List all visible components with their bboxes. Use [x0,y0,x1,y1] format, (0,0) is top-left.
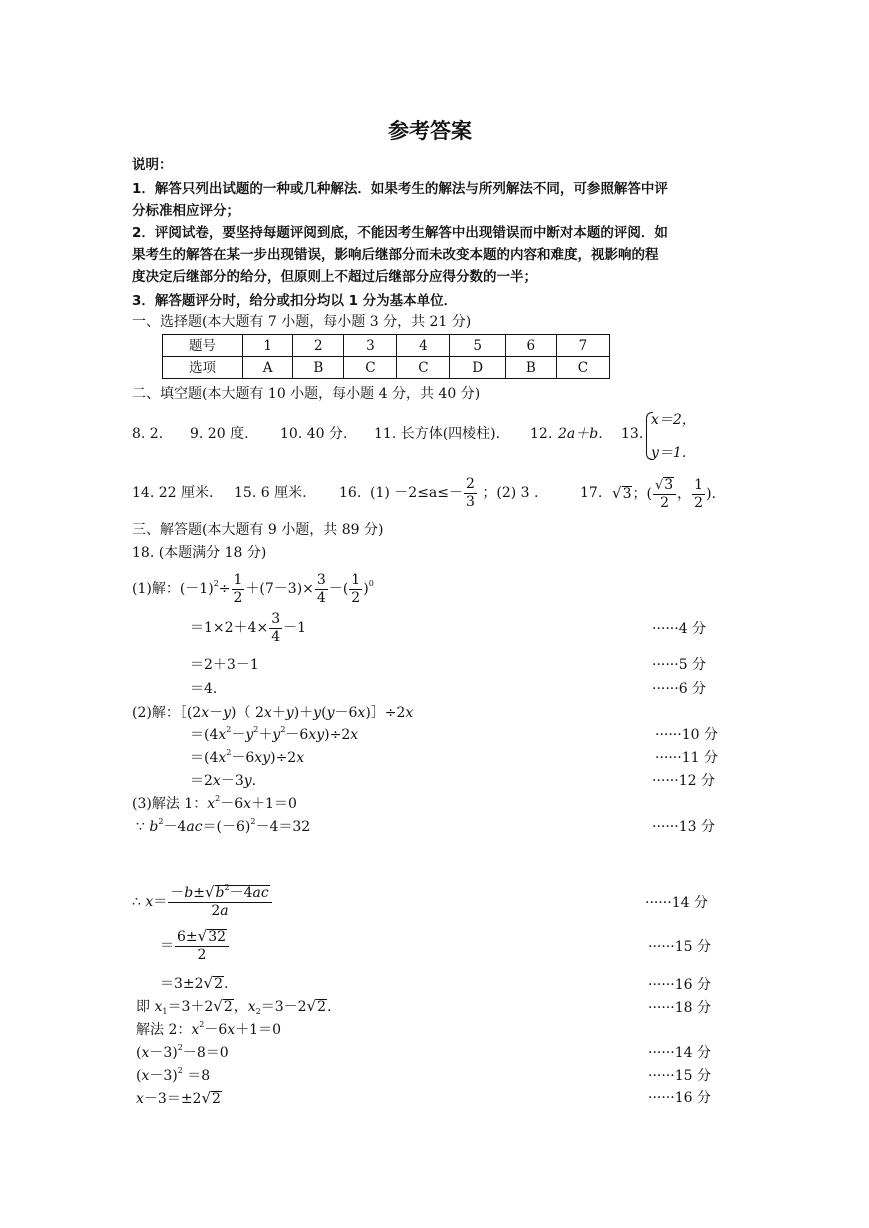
section-2-header: 二、填空题(本大题有 10 小题，每小题 4 分，共 40 分) [132,386,481,402]
answer-8: 8. 2. [132,426,164,442]
answer-cell: C [344,357,397,379]
question-cell: 6 [505,335,556,357]
answer-12-expr: 2a＋b. [558,426,603,442]
step-1-4: ＝4. [190,681,218,697]
answer-13-line-1: x＝2， [651,412,696,428]
question-cell: 7 [556,335,609,357]
fraction: $\frac{1}{2}$ [233,571,243,606]
score-5: ······5 分 [652,657,707,673]
question-cell: 4 [397,335,450,357]
answer-14: 14. 22 厘米. [132,485,214,501]
step-m2-4: x－3＝±2√2 [136,1089,221,1107]
step-3-6: 即 $x_1=3+2√2$，$x_2=3-2√2$. [136,997,332,1016]
step-3-1: (3)解法 1：$x^2-6x+1=0$ [132,794,297,812]
note-3: 3．解答题评分时，给分或扣分均以 1 分为基本单位． [132,293,458,309]
table-row-questions [163,335,610,357]
step-2-4: ＝2x－3y. [190,773,257,789]
fraction: $\frac{3}{4}$ [271,610,281,645]
score-10: ······10 分 [655,727,718,743]
therefore-symbol: ∴ [132,894,141,910]
fraction [653,477,676,512]
notes-label: 说明： [132,157,173,173]
section-1-header: 一、选择题(本大题有 7 小题，每小题 3 分，共 21 分) [132,314,472,330]
radicand: 3 [622,486,632,502]
answer-11: 11. 长方体(四棱柱). [374,426,501,442]
fraction: $\frac{6\pm√32}{2}$ [175,928,229,964]
score-m2-15: ······15 分 [648,1068,711,1084]
row-label-answer: 选项 [163,357,243,379]
sqrt-icon: √ [612,484,622,502]
numerator: 1 [694,476,704,493]
part-label: (2)解： [132,705,180,721]
ji-label: 即 [136,999,150,1015]
method-2-label: 解法 2： [136,1022,192,1038]
step-2-1: (2)解：［(2x－y)（ 2x＋y)＋y(y－6x)］÷2x [132,705,414,721]
answer-10: 10. 40 分. [280,426,348,442]
fraction: $\frac{3}{4}$ [316,571,326,606]
fraction: $\frac{1}{2}$ [351,571,361,606]
answer-cell: C [556,357,609,379]
note-1-line-1: 1．解答只列出试题的一种或几种解法．如果考生的解法与所列解法不同，可参照解答中评 [132,181,668,197]
score-14: ······14 分 [645,895,708,911]
section-3-header: 三、解答题(本大题有 9 小题，共 89 分) [132,522,384,538]
score-13: ······13 分 [652,819,715,835]
answer-12-number: 12. [530,426,553,442]
page-title: 参考答案 [388,119,472,143]
row-label-question: 题号 [163,335,243,357]
score-m2-16: ······16 分 [648,1090,711,1106]
step-2-2: $=(4x^2-y^2+y^2-6xy)\div 2x$ [190,725,359,743]
score-12: ······12 分 [652,773,715,789]
answer-16-number: 16. [339,485,362,501]
answer-cell: C [397,357,450,379]
score-m2-14: ······14 分 [648,1045,711,1061]
question-18-header: 18. (本题满分 18 分) [132,545,267,561]
step-1-1: (1)解：$(-1)^2\div$ $\frac{1}{2}$ ＋(7－3)× $\frac{3}{4}$ －( $\frac{1}{2}$ )$^0$ [132,571,374,606]
answer-16-part-2: ；(2) 3 . [482,485,539,501]
answer-cell: D [450,357,505,379]
question-cell: 5 [450,335,505,357]
question-cell: 1 [243,335,293,357]
denominator: 2 [660,494,670,511]
score-16: ······16 分 [648,977,711,993]
note-2-line-2: 果考生的解答在某一步出现错误，影响后继部分而未改变本题的内容和难度，视影响的程 [132,247,659,263]
question-cell: 3 [344,335,397,357]
answer-17: √3；( $\frac{√3}{2}$ ， $\frac{1}{2}$ ). [612,476,717,511]
step-m2-3: $(x-3)^2 =8$ [136,1066,211,1084]
step-2-3: $=(4x^2-6xy)\div 2x$ [190,748,305,766]
part-label: (1)解： [132,581,180,597]
question-cell: 2 [293,335,344,357]
numerator: 2 [466,475,475,492]
radicand: 3 [664,476,674,493]
note-2-line-1: 2．评阅试卷，要坚持每题评阅到底，不能因考生解答中出现错误而中断对本题的评阅．如 [132,225,668,241]
step-3-2: ∵ $b^2-4ac=(-6)^2-4=32$ [136,817,311,835]
step-3-3: ∴ x＝ $\frac{-b\pm√b^2-4ac}{2a}$ [132,883,273,921]
step-1-2: ＝1×2＋4× $\frac{3}{4}$ －1 [190,610,307,645]
score-18: ······18 分 [648,1000,711,1016]
answer-16-part-1: (1) －2≤a≤－ [370,485,463,501]
denominator: 3 [466,493,475,510]
denominator: 2 [694,494,704,511]
step-1-3: ＝2＋3－1 [190,657,259,673]
step-3-5: ＝3±2√2. [160,974,229,992]
answer-cell: B [293,357,344,379]
answer-15: 15. 6 厘米. [234,485,307,501]
answer-17-number: 17. [580,485,603,501]
score-15: ······15 分 [648,939,711,955]
answer-13-line-2: y＝1. [651,445,687,461]
step-m2-2: $(x-3)^2-8=0$ [136,1043,229,1061]
part-label: (3)解法 1： [132,796,208,812]
table-row-answers [163,357,610,379]
answer-9: 9. 20 度. [190,426,249,442]
score-6: ······6 分 [652,681,707,697]
sqrt-icon: √ [654,477,664,493]
fraction [464,476,477,511]
answer-table [162,334,610,379]
numerator [653,477,676,495]
fraction [692,477,705,512]
step-3-4: ＝ $\frac{6\pm√32}{2}$ [160,927,230,965]
note-1-line-2: 分标准相应评分； [132,203,240,219]
answer-cell: A [243,357,293,379]
fraction: $\frac{-b\pm√b^2-4ac}{2a}$ [168,884,271,920]
because-symbol: ∵ [136,819,145,835]
score-4: ······4 分 [652,621,707,637]
step-m2-1: 解法 2：$x^2-6x+1=0$ [136,1020,282,1038]
score-11: ······11 分 [655,750,718,766]
note-2-line-3: 度决定后继部分的给分，但原则上不超过后继部分应得分数的一半； [132,269,537,285]
answer-13-number: 13. [621,426,644,442]
answer-cell: B [505,357,556,379]
answer-16 [370,475,538,511]
